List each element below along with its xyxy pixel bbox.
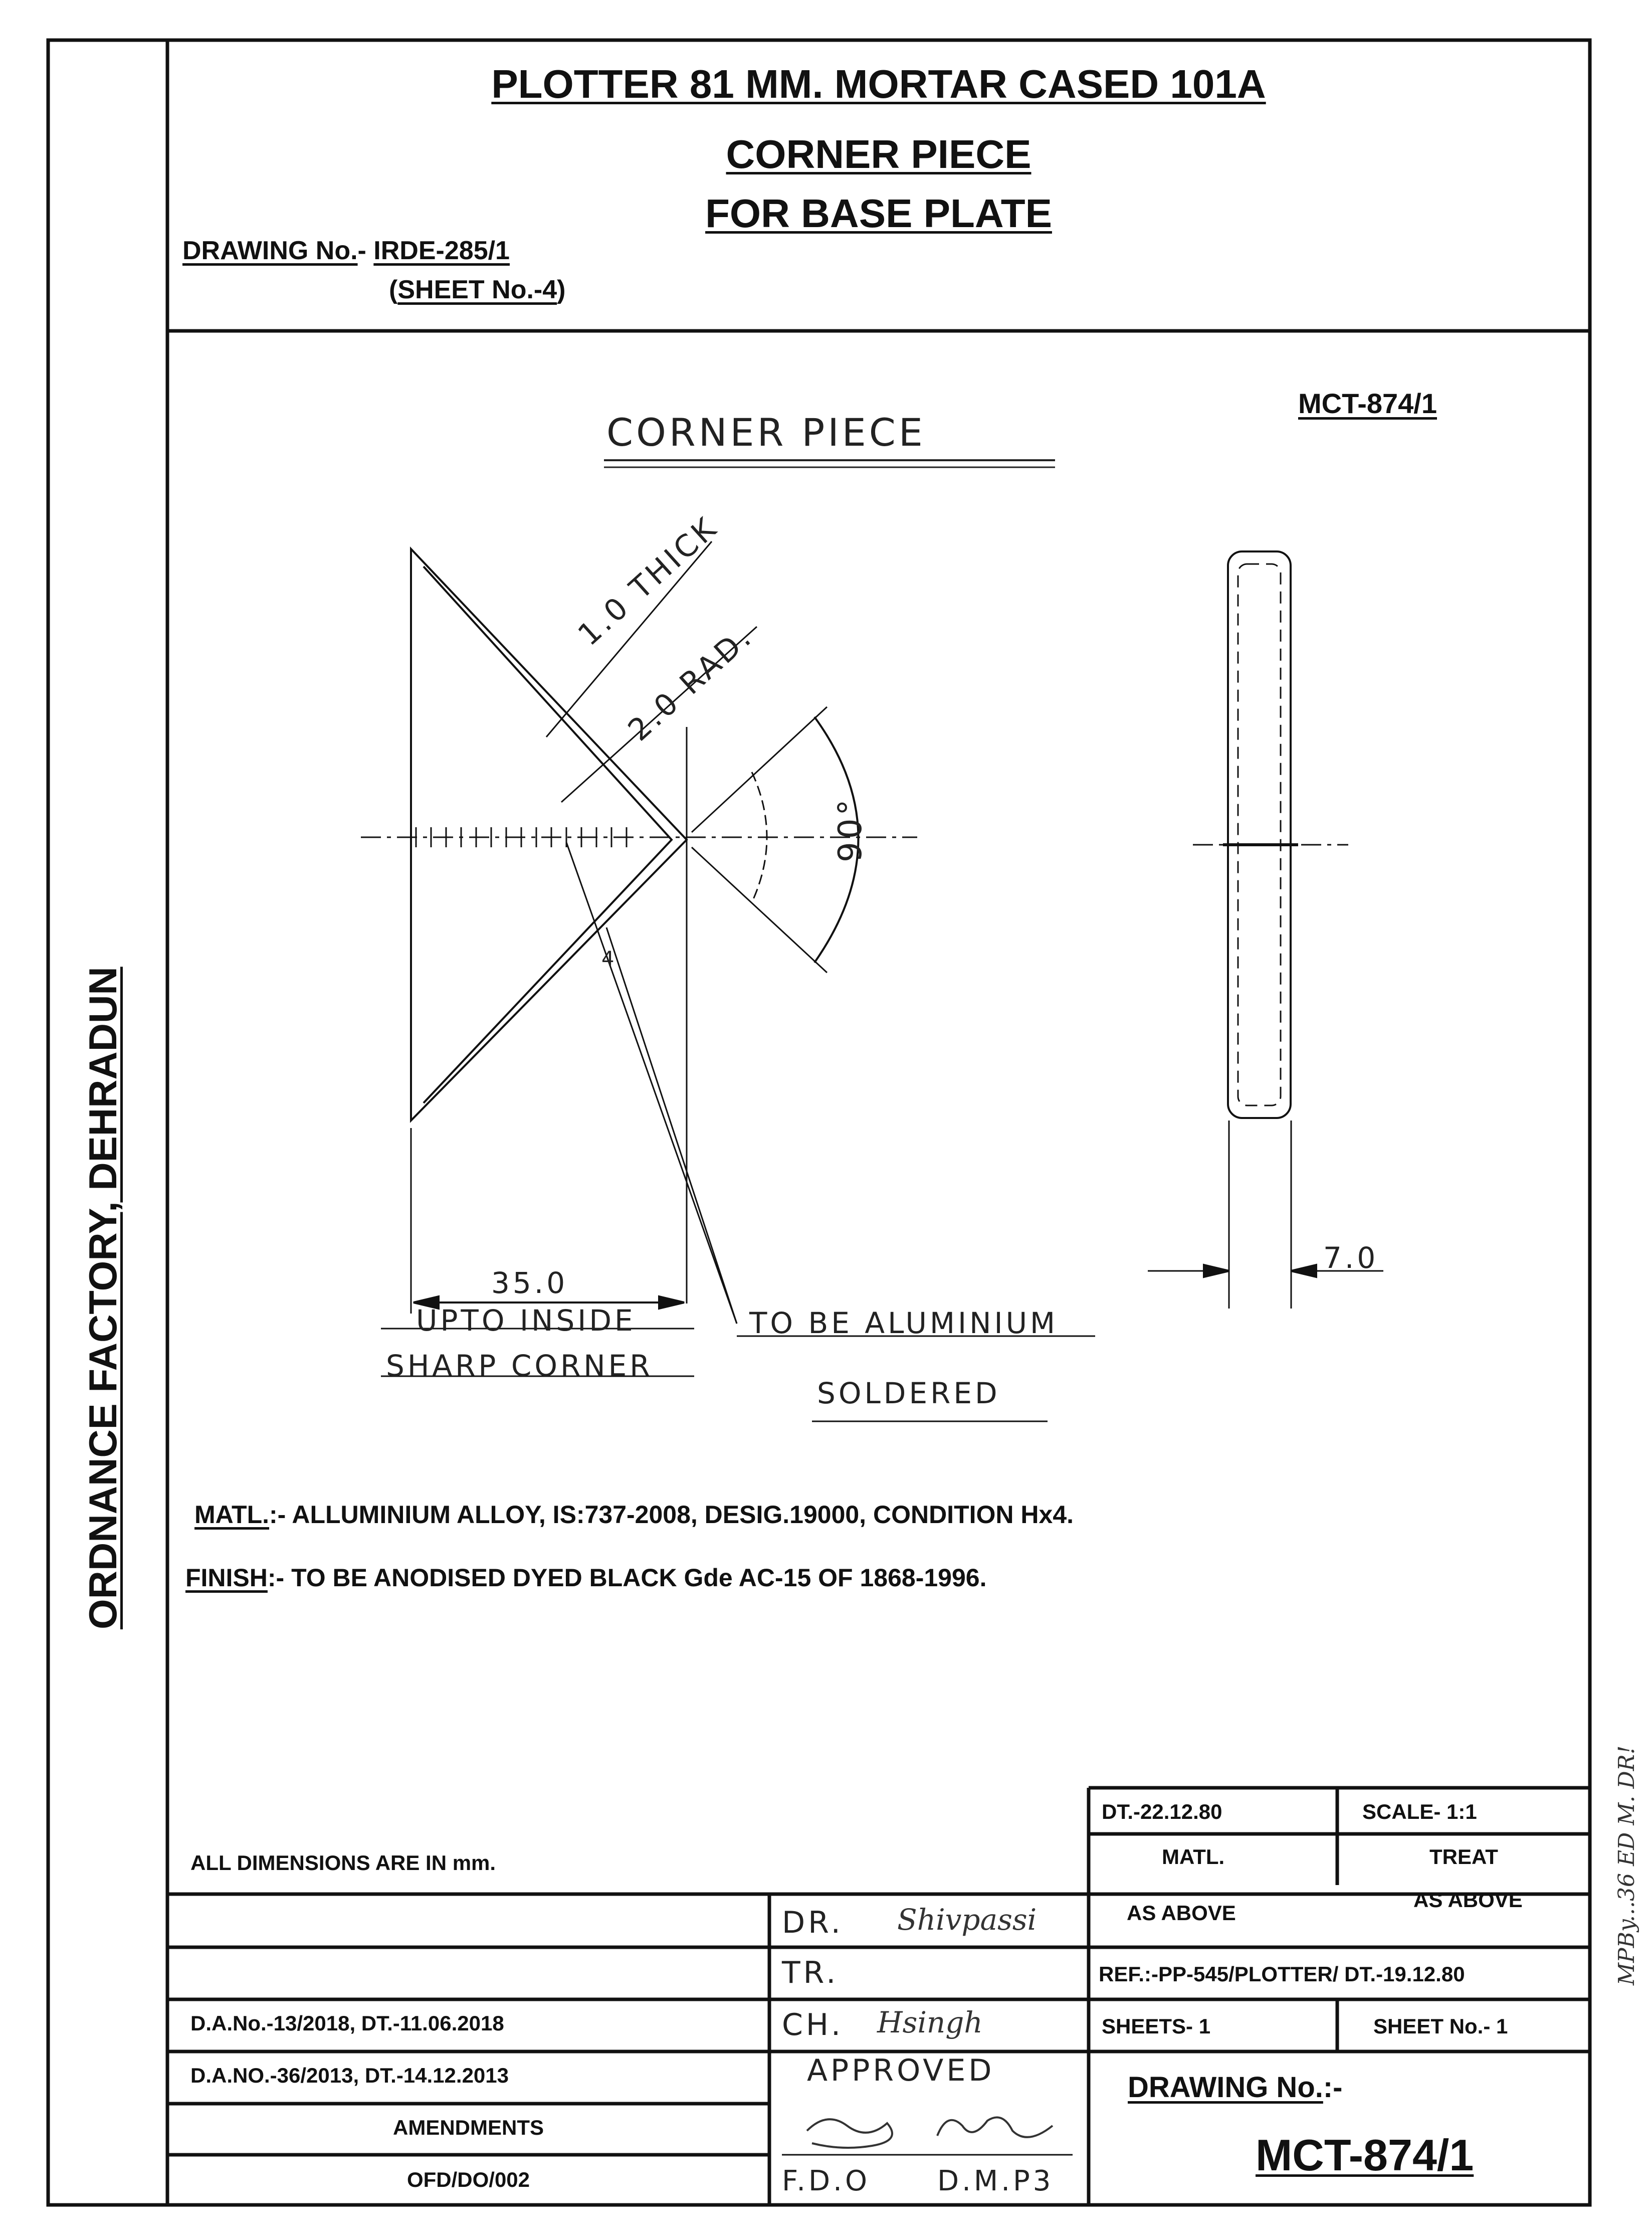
sheet-close-paren: ) — [557, 275, 566, 304]
margin-handwritten-note: MPBy...36 ED M. DR! — [1614, 1745, 1639, 1985]
solder-note-line1: TO BE ALUMINIUM — [749, 1306, 1059, 1340]
material-note-text: :- ALLUMINIUM ALLOY, IS:737-2008, DESIG.19000, CONDITION Hx4. — [269, 1501, 1074, 1529]
drawing-number-value: IRDE-285/1 — [373, 236, 510, 265]
matl-value: AS ABOVE — [1127, 1901, 1236, 1925]
drawing-number-block-label-text: DRAWING No. — [1128, 2071, 1323, 2104]
dmp-label: D.M.P3 — [937, 2165, 1054, 2197]
reference-cell: REF.:-PP-545/PLOTTER/ DT.-19.12.80 — [1099, 1962, 1465, 1986]
drawn-by-signature: Shivpassi — [897, 1903, 1037, 1937]
document-subtitle-line1: CORNER PIECE — [726, 132, 1031, 176]
form-code: OFD/DO/002 — [406, 2168, 530, 2191]
matl-head: MATL. — [1162, 1845, 1225, 1869]
thickness-label: 1.0 THICK — [571, 509, 725, 653]
side-view-inner — [1238, 564, 1281, 1105]
traced-by-label: TR. — [782, 1955, 839, 1990]
date-cell: DT.-22.12.80 — [1102, 1800, 1222, 1823]
width-note-line2: SHARP CORNER — [386, 1349, 653, 1383]
approval-signatures — [772, 2096, 1088, 2166]
width-note-line1: UPTO INSIDE — [416, 1303, 636, 1338]
checked-by-signature: Hsingh — [877, 2005, 983, 2039]
drawn-by-label: DR. — [782, 1905, 844, 1940]
document-subtitle-line2: FOR BASE PLATE — [705, 191, 1052, 236]
document-title: PLOTTER 81 MM. MORTAR CASED 101A — [491, 62, 1266, 106]
drawing-number-dash: - — [357, 236, 374, 265]
view-title: CORNER PIECE — [606, 410, 926, 455]
sheets-cell: SHEETS- 1 — [1102, 2014, 1211, 2038]
drawing-ref-top: MCT-874/1 — [1298, 388, 1437, 419]
factory-side-label: ORDNANCE FACTORY, DEHRADUN — [81, 967, 125, 1629]
thickness-dimension: 7.0 — [1323, 1241, 1379, 1275]
dimensions-note: ALL DIMENSIONS ARE IN mm. — [190, 1851, 496, 1875]
treat-head: TREAT — [1429, 1845, 1498, 1869]
small-dimension-label: 4 — [601, 948, 617, 971]
corner-piece-outer-outline — [411, 549, 687, 1121]
sheet-number-cell: SHEET No.- 1 — [1373, 2014, 1508, 2038]
treat-value: AS ABOVE — [1413, 1888, 1523, 1912]
approved-label: APPROVED — [807, 2053, 995, 2088]
drawing-number-block-label — [1128, 2071, 1343, 2104]
radius-label: 2.0 RAD. — [622, 618, 760, 749]
finish-note-label: FINISH — [185, 1564, 268, 1592]
sheet-open-paren: ( — [389, 275, 398, 304]
sheet-number-label: SHEET No.-4 — [397, 275, 557, 304]
width-dimension: 35.0 — [491, 1266, 568, 1300]
scale-cell: SCALE- 1:1 — [1362, 1800, 1477, 1823]
finish-note-text: :- TO BE ANODISED DYED BLACK Gde AC-15 OF 1868-1996. — [267, 1564, 987, 1592]
amendment-2: D.A.NO.-36/2013, DT.-14.12.2013 — [190, 2064, 509, 2087]
solder-note-line2: SOLDERED — [817, 1376, 1000, 1410]
drawing-number-block-label-suffix: :- — [1323, 2071, 1343, 2104]
angle-label: 90° — [832, 796, 869, 862]
material-note-label: MATL. — [194, 1501, 270, 1529]
amendments-heading: AMENDMENTS — [393, 2116, 544, 2139]
finish-note — [185, 1563, 986, 1592]
amendment-1: D.A.No.-13/2018, DT.-11.06.2018 — [190, 2011, 504, 2035]
drawing-number-label: DRAWING No. — [182, 236, 358, 265]
checked-by-label: CH. — [782, 2007, 844, 2042]
drawing-number-block-value: MCT-874/1 — [1256, 2130, 1474, 2180]
fdo-label: F.D.O — [782, 2165, 871, 2197]
material-note — [194, 1500, 1074, 1529]
